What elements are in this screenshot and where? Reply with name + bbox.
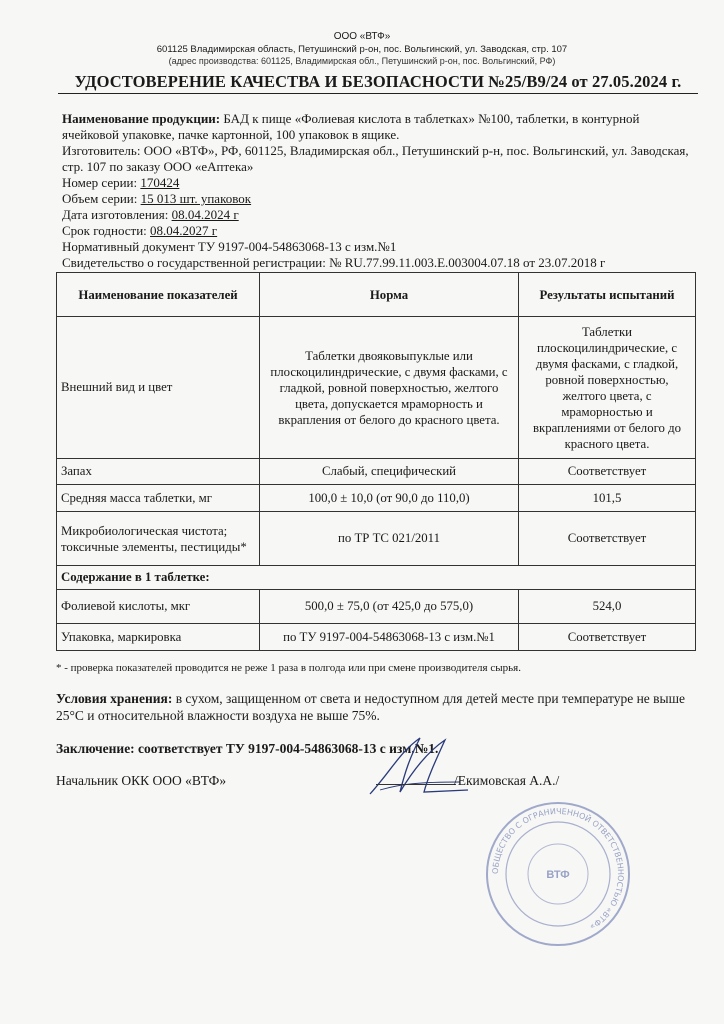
row-norm: 100,0 ± 10,0 (от 90,0 до 110,0) [260,485,519,512]
signatory-title: Начальник ОКК ООО «ВТФ» [56,773,227,788]
expiry-label: Срок годности: [62,223,151,238]
row-norm: 500,0 ± 75,0 (от 425,0 до 575,0) [260,590,519,624]
row-norm: Таблетки двояковыпуклые или плоскоцилиндрические, с двумя фасками, с гладкой, ровной поверхностью, желтого цвета, допускается мраморность и вкрапления от белого до красного цвета. [260,317,519,459]
col-header-result: Результаты испытаний [519,273,696,317]
conclusion: Заключение: соответствует ТУ 9197-004-54863068-13 с изм.№1. [56,741,439,756]
row-result: Таблетки плоскоцилиндрические, с двумя фасками, с гладкой, ровной поверхностью, желтого цвета, с мраморностью и вкраплениями от белого до красного цвета. [519,317,696,459]
batch-number [62,175,698,191]
company-seal-icon [484,800,632,948]
table-header-row [57,273,696,317]
row-name: Микробиологическая чистота; токсичные элементы, пестициды* [57,512,260,566]
product-value: БАД к пище «Фолиевая кислота в таблетках» №100, таблетки, в контурной ячейковой упаковке, пачке картонной, 100 упаковок в ящике. [62,111,640,142]
company-name: ООО «ВТФ» [333,31,391,42]
table-row [57,317,696,459]
storage-text: в сухом, защищенном от света и недоступном для детей месте при температуре не выше 25°С и относительной влажности воздуха не выше 75%. [56,691,685,723]
batch-label: Номер серии: [62,175,141,190]
seal-center-text: ВТФ [546,869,570,881]
batch-volume [62,191,698,207]
row-result: Соответствует [519,512,696,566]
production-address: (адрес производства: 601125, Владимирская обл., Петушинский р-он, пос. Вольгинский, РФ) [168,56,556,66]
manufacturer: Изготовитель: ООО «ВТФ», РФ, 601125, Владимирская обл., Петушинский р-н, пос. Вольгинский, ул. Заводская, стр. 107 по заказу ООО «еАптека» [62,143,689,174]
product-name [62,111,698,143]
row-result: 101,5 [519,485,696,512]
row-name: Внешний вид и цвет [57,317,260,459]
table-row [57,459,696,485]
row-name: Упаковка, маркировка [57,624,260,651]
seal-text: ОБЩЕСТВО С ОГРАНИЧЕННОЙ ОТВЕТСТВЕННОСТЬЮ «ВТФ» [490,806,626,932]
expiry-date [62,223,698,239]
storage-conditions [56,690,696,724]
footnote: * - проверка показателей проводится не реже 1 раза в полгода или при смене производителя сырья. [56,662,521,674]
row-name: Средняя масса таблетки, мг [57,485,260,512]
row-result: Соответствует [519,459,696,485]
manufacture-date [62,207,698,223]
row-norm: Слабый, специфический [260,459,519,485]
table-row [57,624,696,651]
company-address: 601125 Владимирская область, Петушинский р-он, пос. Вольгинский, ул. Заводская, стр. 107 [156,44,568,55]
volume-value: 15 013 шт. упаковок [140,191,252,206]
row-name: Запах [57,459,260,485]
table-section-row [57,566,696,590]
table-row [57,590,696,624]
signature-icon [360,732,470,802]
col-header-norm: Норма [260,273,519,317]
signature-line [376,784,456,785]
storage-label: Условия хранения: [56,691,173,706]
volume-label: Объем серии: [62,191,141,206]
expiry-value: 08.04.2027 г [150,223,218,238]
registration-certificate: Свидетельство о государственной регистрации: № RU.77.99.11.003.Е.003004.07.18 от 23.07.2018 г [62,255,606,270]
row-norm: по ТР ТС 021/2011 [260,512,519,566]
signature-name: /Екимовская А.А./ [454,773,560,788]
product-label: Наименование продукции: [62,111,221,126]
col-header-name: Наименование показателей [57,273,260,317]
mfg-value: 08.04.2024 г [171,207,239,222]
row-name: Фолиевой кислоты, мкг [57,590,260,624]
row-result: Соответствует [519,624,696,651]
row-norm: по ТУ 9197-004-54863068-13 с изм.№1 [260,624,519,651]
section-title: Содержание в 1 таблетке: [57,566,696,590]
table-row [57,512,696,566]
normative-document: Нормативный документ ТУ 9197-004-54863068-13 с изм.№1 [62,239,397,254]
quality-table [56,272,696,651]
mfg-label: Дата изготовления: [62,207,172,222]
row-result: 524,0 [519,590,696,624]
document-title: УДОСТОВЕРЕНИЕ КАЧЕСТВА И БЕЗОПАСНОСТИ №25/В9/24 от 27.05.2024 г. [58,72,698,94]
table-row [57,485,696,512]
batch-value: 170424 [140,175,180,190]
